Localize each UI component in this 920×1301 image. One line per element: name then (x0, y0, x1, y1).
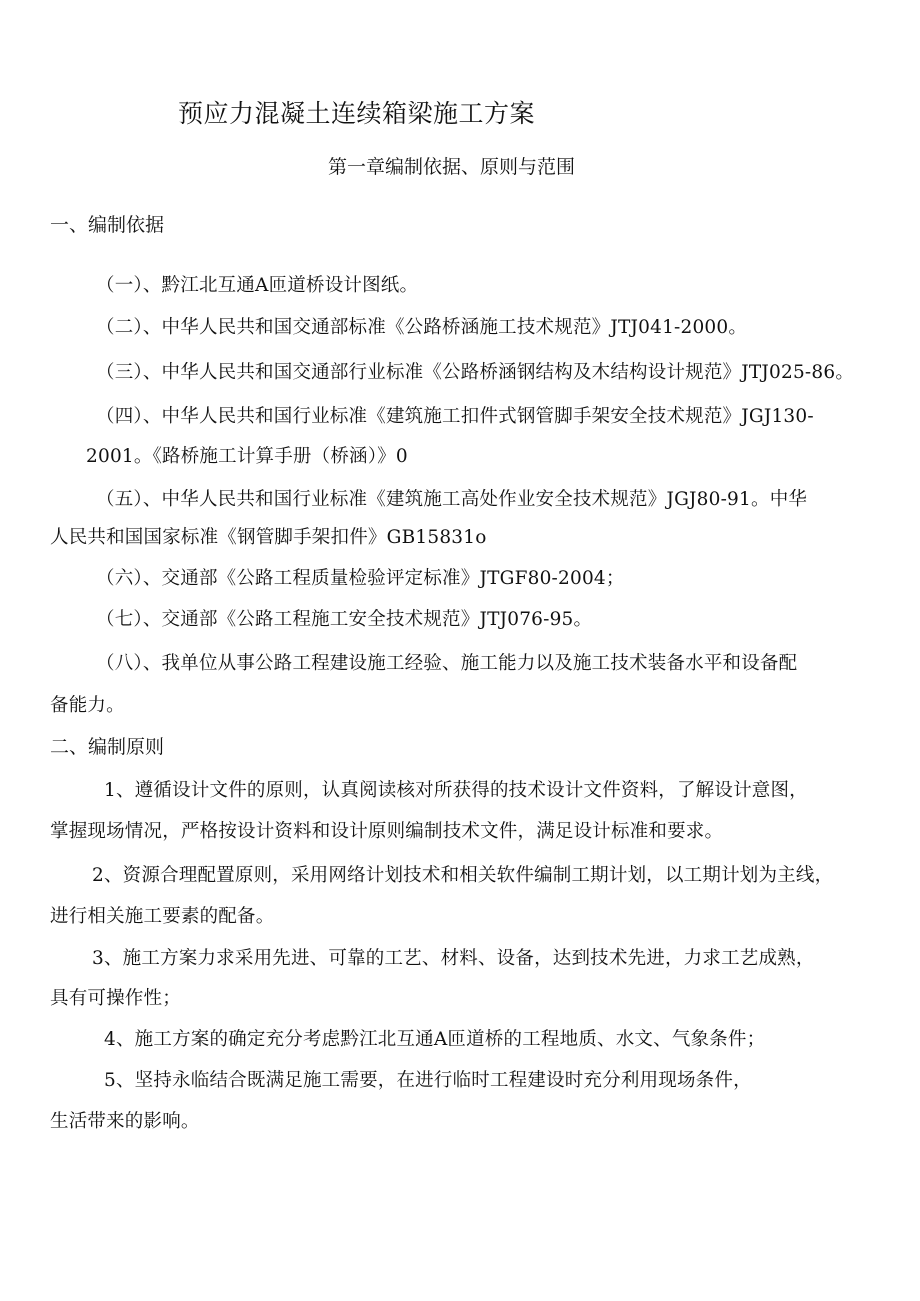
basis-item-6: （六）、交通部《公路工程质量检验评定标准》JTGF80-2004； (96, 568, 625, 589)
principle-item-2-line2: 进行相关施工要素的配备。 (50, 906, 275, 927)
basis-item-7: （七）、交通部《公路工程施工安全技术规范》JTJ076-95。 (96, 609, 593, 630)
basis-item-2: （二）、中华人民共和国交通部标准《公路桥涵施工技术规范》JTJ041-2000。 (96, 317, 748, 338)
basis-item-5-line1: （五）、中华人民共和国行业标准《建筑施工高处作业安全技术规范》JGJ80-91。中华 (96, 489, 808, 510)
basis-item-4-line1: （四）、中华人民共和国行业标准《建筑施工扣件式钢管脚手架安全技术规范》JGJ130- (96, 406, 814, 427)
basis-item-3: （三）、中华人民共和国交通部行业标准《公路桥涵钢结构及木结构设计规范》JTJ025-86。 (96, 362, 855, 383)
chapter-title: 第一章编制依据、原则与范围 (328, 156, 576, 178)
principle-item-5-line2: 生活带来的影响。 (50, 1111, 200, 1132)
principle-item-3-line2: 具有可操作性； (50, 988, 181, 1009)
basis-item-5-line2: 人民共和国国家标准《钢管脚手架扣件》GB15831o (50, 527, 487, 548)
basis-item-8-line1: （八）、我单位从事公路工程建设施工经验、施工能力以及施工技术装备水平和设备配 (96, 653, 798, 674)
section-heading-basis: 一、编制依据 (50, 214, 165, 236)
principle-item-5-line1: 5、坚持永临结合既满足施工需要，在进行临时工程建设时充分利用现场条件， (104, 1070, 752, 1091)
basis-item-4-line2: 2001。《路桥施工计算手册（桥涵）》0 (86, 446, 408, 467)
principle-item-1-line2: 掌握现场情况，严格按设计资料和设计原则编制技术文件，满足设计标准和要求。 (50, 821, 724, 842)
principle-item-2-line1: 2、资源合理配置原则，采用网络计划技术和相关软件编制工期计划，以工期计划为主线， (92, 865, 834, 886)
basis-item-8-line2: 备能力。 (50, 695, 125, 716)
section-heading-principles: 二、编制原则 (50, 736, 165, 758)
principle-item-1-line1: 1、遵循设计文件的原则，认真阅读核对所获得的技术设计文件资料，了解设计意图， (104, 780, 808, 801)
basis-item-1: （一）、黔江北互通A匝道桥设计图纸。 (96, 275, 419, 296)
principle-item-4: 4、施工方案的确定充分考虑黔江北互通A匝道桥的工程地质、水文、气象条件； (104, 1029, 766, 1050)
principle-item-3-line1: 3、施工方案力求采用先进、可靠的工艺、材料、设备，达到技术先进，力求工艺成熟， (92, 948, 815, 969)
document-title: 预应力混凝土连续箱梁施工方案 (178, 99, 536, 128)
